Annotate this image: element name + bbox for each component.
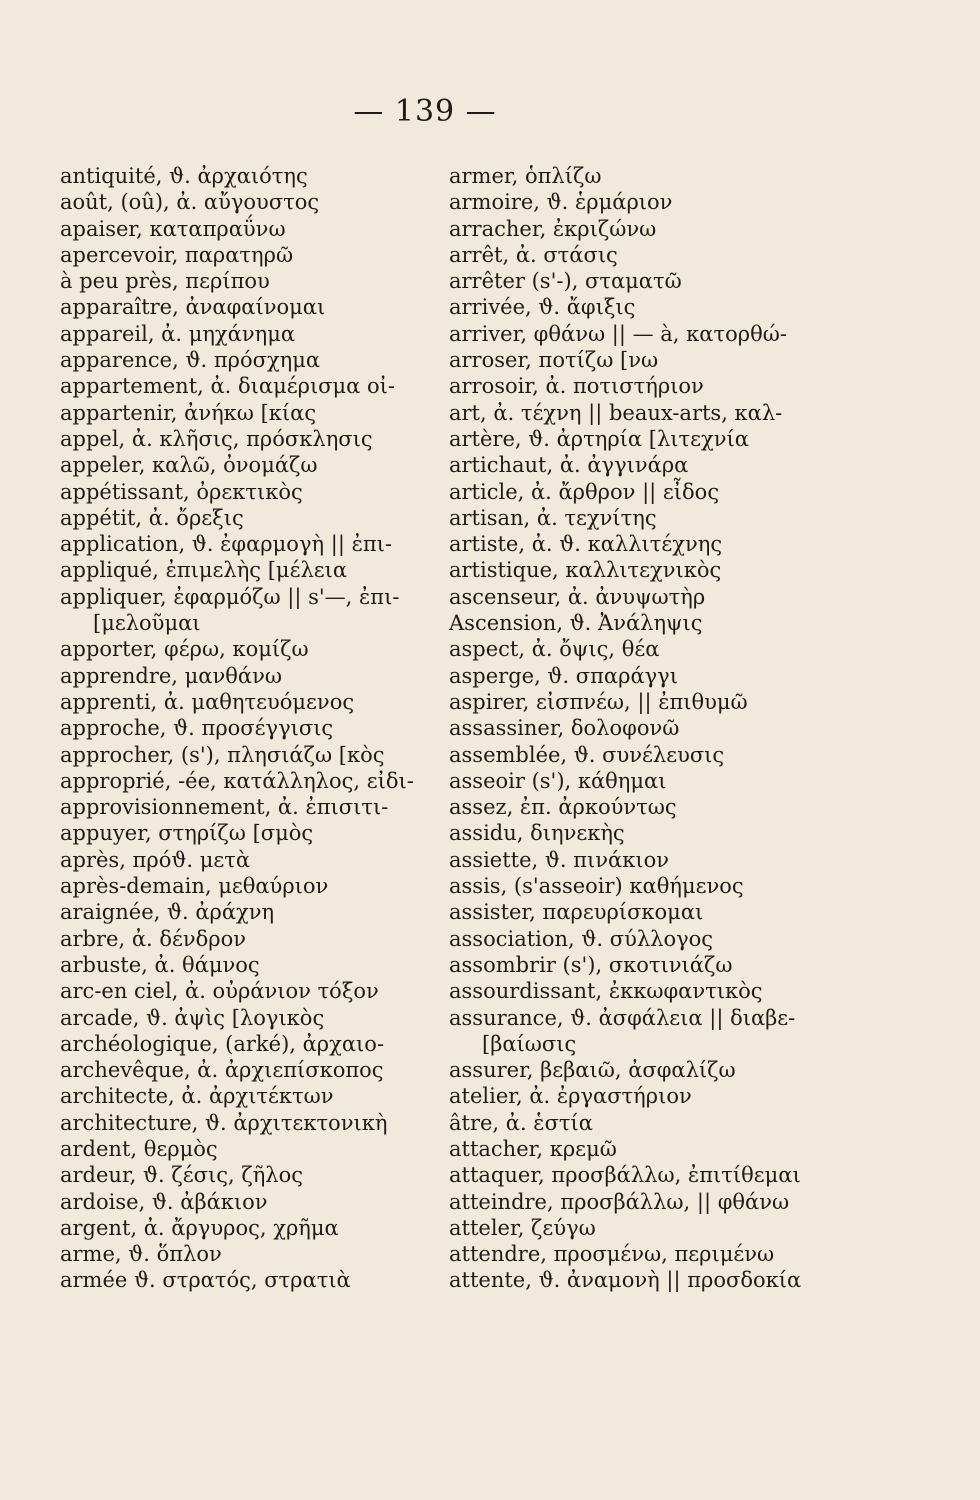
dictionary-entry: attacher, κρεμῶ — [449, 1136, 617, 1161]
dictionary-entry: arrêter (s'-), σταματῶ — [449, 269, 682, 294]
dictionary-entry: association, ϑ. σύλλογος — [449, 926, 714, 951]
dictionary-entry: Ascension, ϑ. Ἀνάληψις — [449, 611, 703, 636]
dictionary-entry: artiste, ἀ. ϑ. καλλιτέχνης — [449, 532, 723, 557]
dictionary-entry: appliqué, ἐπιμελὴς [μέλεια — [60, 558, 348, 583]
dictionary-entry: atelier, ἀ. ἐργαστήριον — [449, 1084, 692, 1109]
dictionary-entry: appétit, ἀ. ὄρεξις — [60, 505, 244, 530]
dictionary-entry: assemblée, ϑ. συνέλευσις — [449, 742, 725, 767]
dictionary-entry: approprié, -ée, κατάλληλος, εἰδι- — [60, 768, 414, 793]
dictionary-entry: [βαίωσις — [482, 1031, 577, 1056]
dictionary-entry: assez, ἐπ. ἀρκούντως — [449, 795, 677, 820]
dictionary-entry: apaiser, καταπραΰνω — [60, 216, 286, 241]
dictionary-entry: arrêt, ἀ. στάσις — [449, 242, 618, 267]
dictionary-entry: armoire, ϑ. ἑρμάριον — [449, 190, 673, 215]
dictionary-entry: artistique, καλλιτεχνικὸς — [449, 558, 722, 583]
dictionary-entry: [μελοῦμαι — [93, 611, 201, 636]
dictionary-entry: artichaut, ἀ. ἀγγινάρα — [449, 453, 689, 478]
dictionary-entry: asperge, ϑ. σπαράγγι — [449, 663, 678, 688]
dictionary-entry: assourdissant, ἐκκωφαντικὸς — [449, 979, 763, 1004]
left-column — [60, 163, 432, 1294]
dictionary-entry: arbre, ἀ. δένδρον — [60, 926, 247, 951]
dictionary-entry: âtre, ἀ. ἑστία — [449, 1110, 593, 1135]
dictionary-entry: après, πρόϑ. μετὰ — [60, 847, 251, 872]
dictionary-entry: appétissant, ὀρεκτικὸς — [60, 479, 303, 504]
dictionary-entry: arbuste, ἀ. θάμνος — [60, 952, 260, 977]
dictionary-entry: assombrir (s'), σκοτινιάζω — [449, 952, 733, 977]
dictionary-entry: ardeur, ϑ. ζέσις, ζῆλος — [60, 1163, 304, 1188]
dictionary-entry: assis, (s'asseoir) καθήμενος — [449, 874, 744, 899]
dictionary-entry: ardent, θερμὸς — [60, 1136, 218, 1161]
dictionary-entry: après-demain, μεθαύριον — [60, 874, 329, 899]
dictionary-entry: asseoir (s'), κάθημαι — [449, 768, 667, 793]
dictionary-entry: arc-en ciel, ἀ. οὐράνιον τόξον — [60, 979, 379, 1004]
dictionary-entry: arme, ϑ. ὅπλον — [60, 1242, 222, 1267]
dictionary-entry: araignée, ϑ. ἀράχνη — [60, 900, 275, 925]
dictionary-entry: assiette, ϑ. πινάκιον — [449, 847, 669, 872]
dictionary-entry: attente, ϑ. ἀναμονὴ || προσδοκία — [449, 1268, 802, 1293]
dictionary-entry: artère, ϑ. ἀρτηρία [λιτεχνία — [449, 426, 749, 451]
dictionary-entry: ascenseur, ἀ. ἀνυψωτὴρ — [449, 584, 706, 609]
dictionary-entry: arcade, ϑ. ἀψὶς [λογικὸς — [60, 1005, 325, 1030]
dictionary-entry: attaquer, προσβάλλω, ἐπιτίθεμαι — [449, 1163, 801, 1188]
dictionary-entry: appartenir, ἀνήκω [κίας — [60, 400, 317, 425]
dictionary-entry: à peu près, περίπου — [60, 269, 270, 294]
dictionary-entry: appliquer, ἐφαρμόζω || s'—, ἐπι- — [60, 584, 400, 609]
dictionary-entry: assurer, βεβαιῶ, ἀσφαλίζω — [449, 1058, 736, 1083]
dictionary-entry: arrosoir, ἀ. ποτιστήριον — [449, 374, 704, 399]
dictionary-entry: arriver, φθάνω || — à, κατορθώ- — [449, 321, 787, 346]
dictionary-entry: artisan, ἀ. τεχνίτης — [449, 505, 657, 530]
dictionary-entry: apparence, ϑ. πρόσχημα — [60, 348, 321, 373]
dictionary-entry: aspect, ἀ. ὄψις, θέα — [449, 637, 660, 662]
dictionary-entry: appel, ἀ. κλῆσις, πρόσκλησις — [60, 426, 373, 451]
dictionary-entry: arracher, ἐκριζώνω — [449, 216, 657, 241]
dictionary-entry: apporter, φέρω, κομίζω — [60, 637, 309, 662]
dictionary-entry: apercevoir, παρατηρῶ — [60, 242, 294, 267]
dictionary-entry: assister, παρευρίσκομαι — [449, 900, 704, 925]
dictionary-entry: appuyer, στηρίζω [σμὸς — [60, 821, 314, 846]
dictionary-entry: article, ἀ. ἄρθρον || εἶδος — [449, 479, 720, 504]
dictionary-entry: apprendre, μανθάνω — [60, 663, 282, 688]
dictionary-entry: appeler, καλῶ, ὀνομάζω — [60, 453, 318, 478]
dictionary-entry: armer, ὁπλίζω — [449, 164, 602, 188]
dictionary-entry: assassiner, δολοφονῶ — [449, 716, 680, 741]
dictionary-entry: appartement, ἀ. διαμέρισμα οἰ- — [60, 374, 395, 399]
dictionary-entry: art, ἀ. τέχνη || beaux-arts, καλ- — [449, 400, 783, 425]
dictionary-entry: atteler, ζεύγω — [449, 1215, 596, 1240]
dictionary-entry: assidu, διηνεκὴς — [449, 821, 625, 846]
dictionary-entry: architecte, ἀ. ἀρχιτέκτων — [60, 1084, 334, 1109]
dictionary-entry: antiquité, ϑ. ἀρχαιότης — [60, 164, 308, 188]
dictionary-entry: archevêque, ἀ. ἀρχιεπίσκοπος — [60, 1058, 384, 1083]
dictionary-entry: armée ϑ. στρατός, στρατιὰ — [60, 1268, 351, 1293]
dictionary-entry: archéologique, (arké), ἀρχαιο- — [60, 1031, 385, 1056]
dictionary-entry: ardoise, ϑ. ἀβάκιον — [60, 1189, 268, 1214]
dictionary-entry: atteindre, προσβάλλω, || φθάνω — [449, 1189, 790, 1214]
dictionary-entry: apprenti, ἀ. μαθητευόμενος — [60, 689, 355, 714]
dictionary-entry: approvisionnement, ἀ. ἐπισιτι- — [60, 795, 389, 820]
dictionary-entry: aspirer, εἰσπνέω, || ἐπιθυμῶ — [449, 689, 748, 714]
dictionary-entry: architecture, ϑ. ἀρχιτεκτονικὴ — [60, 1110, 388, 1135]
page-number: — 139 — — [353, 94, 497, 129]
dictionary-entry: approche, ϑ. προσέγγισις — [60, 716, 334, 741]
dictionary-entry: argent, ἀ. ἄργυρος, χρῆμα — [60, 1215, 339, 1240]
dictionary-entry: apparaître, ἀναφαίνομαι — [60, 295, 326, 320]
dictionary-entry: approcher, (s'), πλησιάζω [κὸς — [60, 742, 385, 767]
dictionary-entry: attendre, προσμένω, περιμένω — [449, 1242, 775, 1267]
dictionary-entry: assurance, ϑ. ἀσφάλεια || διαβε- — [449, 1005, 796, 1030]
dictionary-entry: arroser, ποτίζω [νω — [449, 348, 659, 373]
dictionary-entry: arrivée, ϑ. ἄφιξις — [449, 295, 636, 320]
dictionary-entry: appareil, ἀ. μηχάνημα — [60, 321, 296, 346]
dictionary-entry: application, ϑ. ἐφαρμογὴ || ἐπι- — [60, 532, 392, 557]
right-column — [449, 163, 969, 1294]
dictionary-entry: août, (oû), ἀ. αὔγουστος — [60, 190, 320, 215]
